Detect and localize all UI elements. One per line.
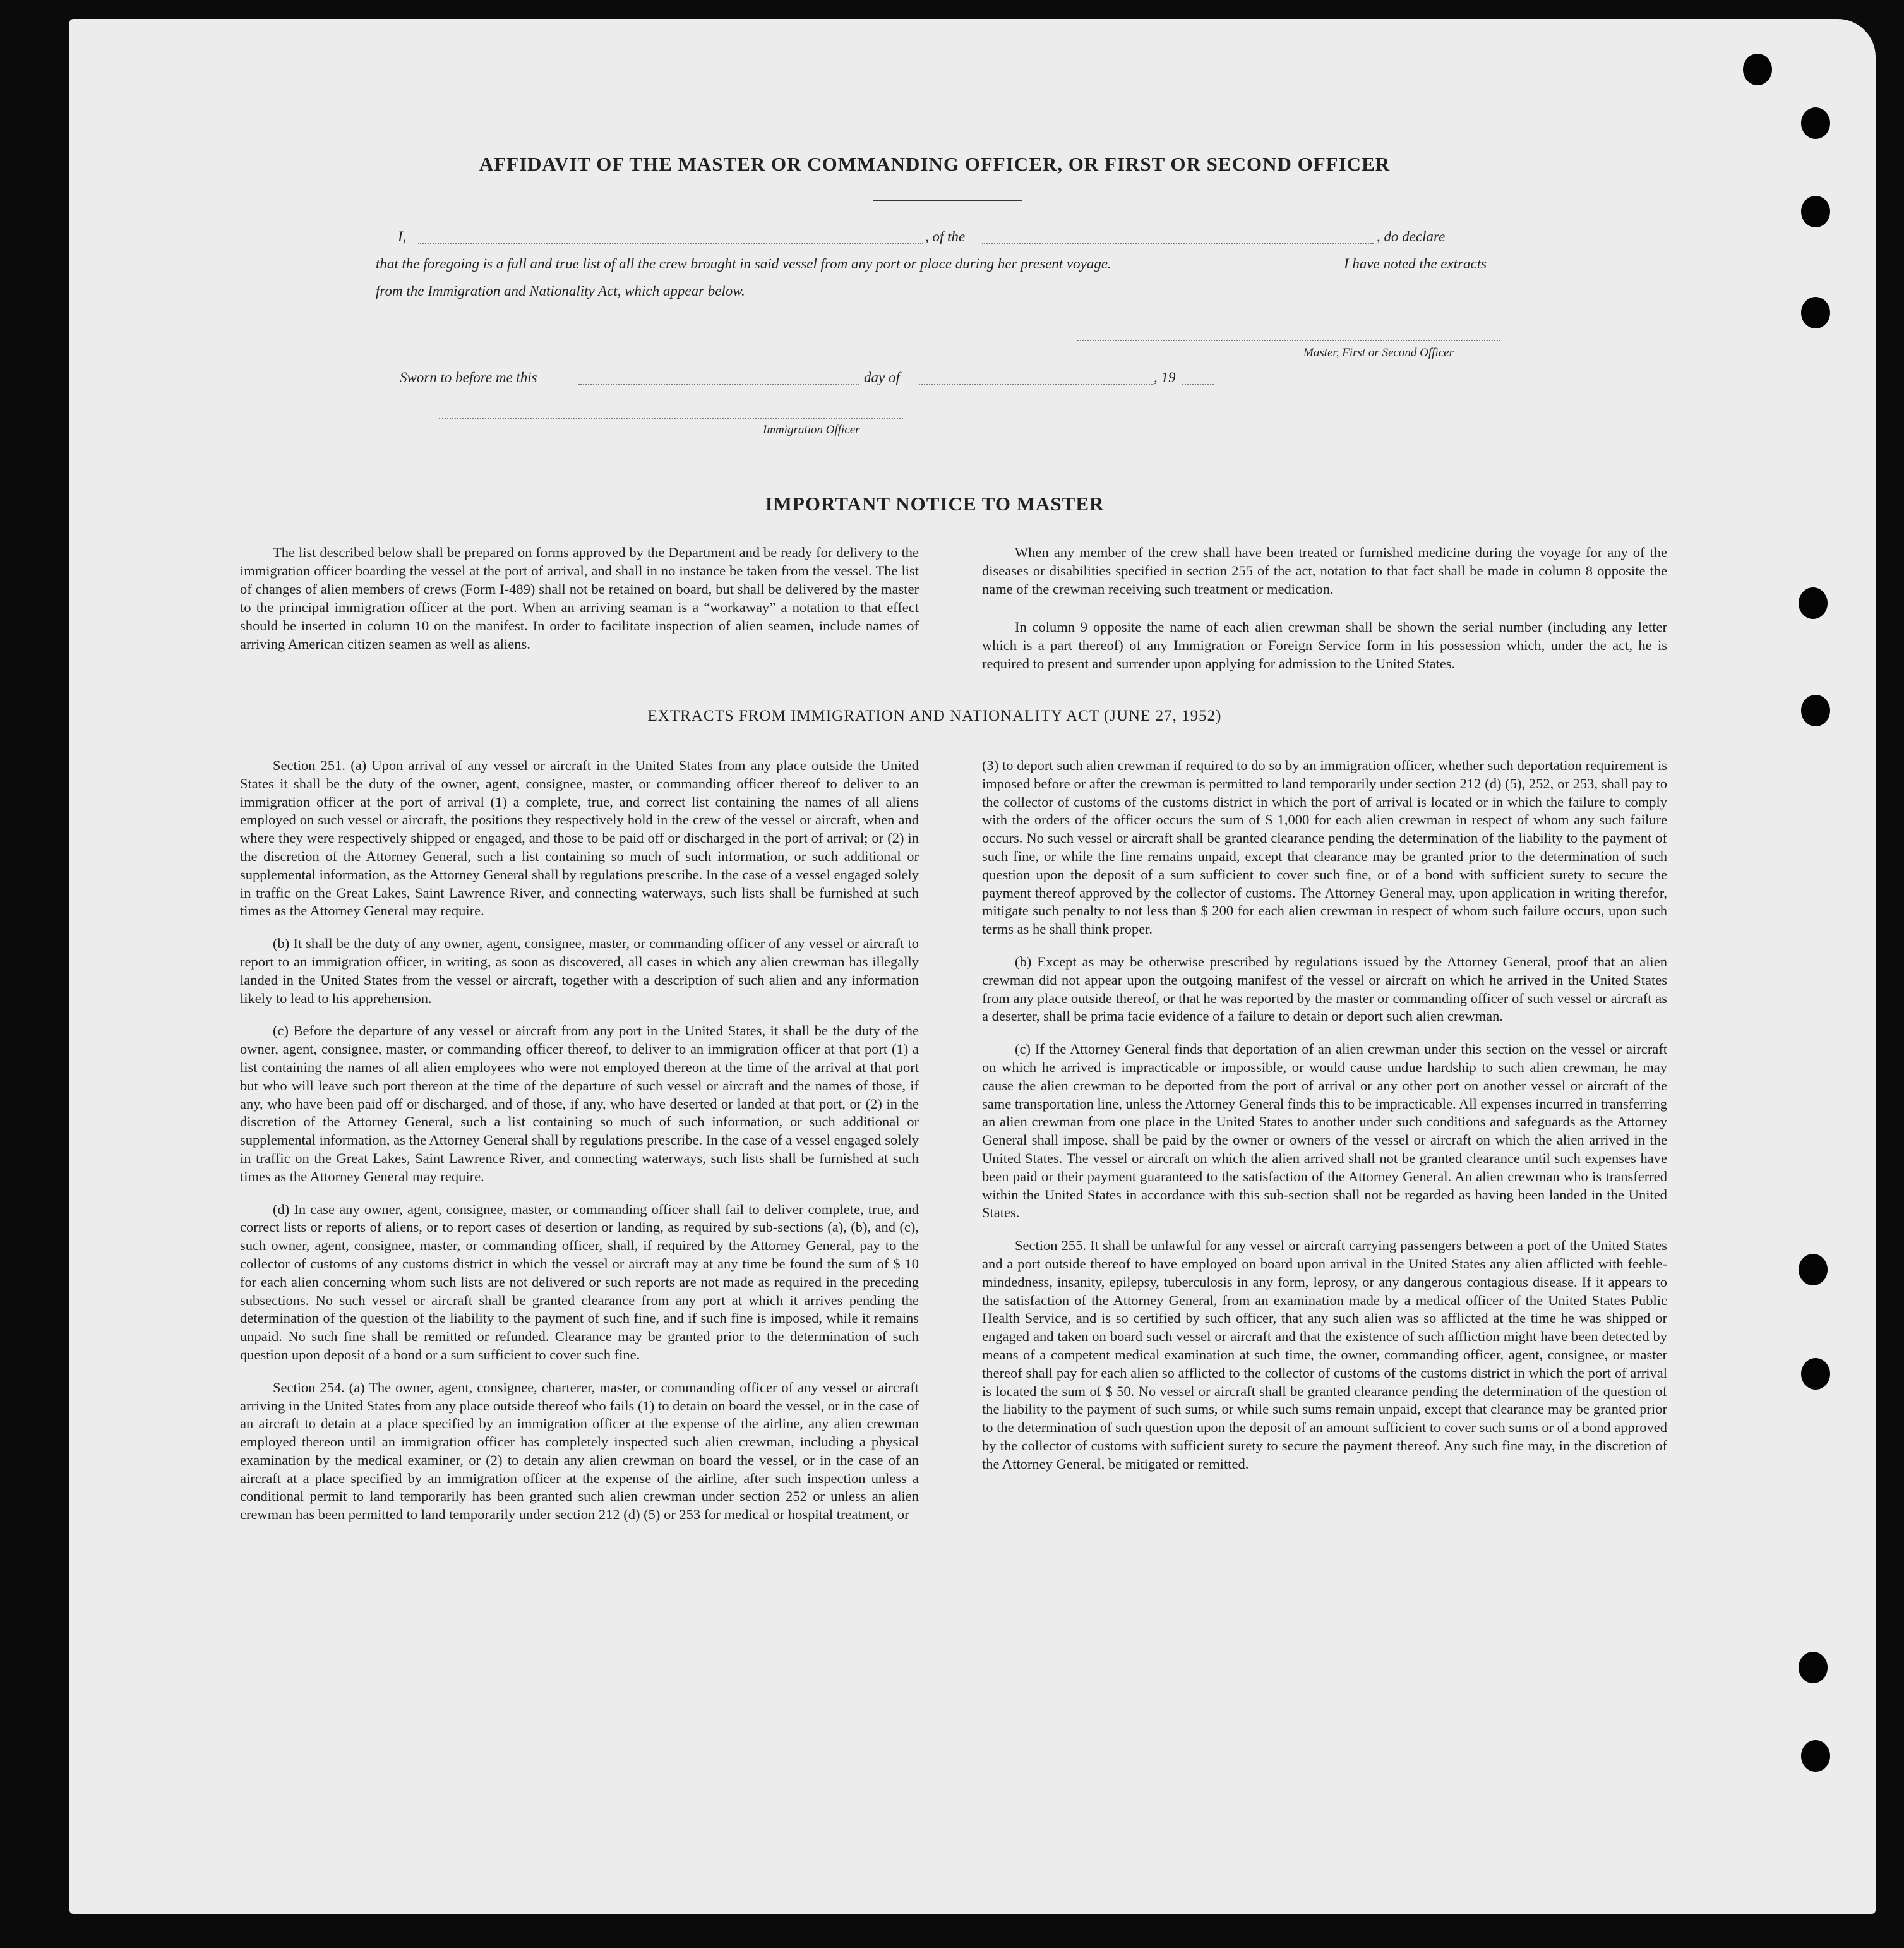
section-254a: Section 254. (a) The owner, agent, consignee, charterer, master, or commanding officer of any vessel or aircraft arriving in the United States from any place outside thereof who fails (1) to detain on board the vessel, or in the case of an aircraft to detain at a place specified by an immigration officer at the expense of the airline, any alien crewman employed thereon until an immigration officer has completely inspected such alien crewman, including a physical examination by the medical examiner, or (2) to detain any alien crewman on board the vessel, or in the case of an aircraft at a place specified by an immigration officer at the expense of the airline, after such inspection unless a conditional permit to land temporarily has been granted such alien crewman under section 252 or unless an alien crewman has been permitted to land temporarily under section 212 (d) (5) or 253 for medical or hospital treatment, or [240,1379,919,1523]
affidavit-line3: from the Immigration and Nationality Act, which appear below. [376,283,745,299]
master-signature-label: Master, First or Second Officer [1303,346,1454,359]
punch-hole [1799,1254,1828,1285]
section-254a-continued: (3) to deport such alien crewman if required to do so by an immigration officer, whether such deportation requirement is imposed before or after the crewman is permitted to land temporarily under section 212 (d) (5), 252, or 253, shall pay to the collector of customs of the customs district in which the port of arrival is located or in which the failure to comply with the orders of the officer occurs the sum of $ 1,000 for each alien crewman in respect of whom any such failure occurs. No such vessel or aircraft shall be granted clearance pending the determination of the liability to the payment of such fine, or while the fine remains unpaid, except that clearance may be granted prior to the determination of such question upon the deposit of a sum sufficient to cover such fine, or of a bond with sufficient surety to secure the payment thereof approved by the collector of customs. The Attorney General may, upon application in writing therefor, mitigate such penalty to not less than $ 200 for each alien crewman in respect of whom such failure occurs, upon such terms as he shall think proper. [982,757,1667,937]
punch-hole [1801,695,1830,726]
extracts-title: EXTRACTS FROM IMMIGRATION AND NATIONALITY ACT (JUNE 27, 1952) [647,707,1222,724]
punch-hole [1801,297,1830,328]
punch-hole [1801,1358,1830,1390]
punch-hole [1743,54,1772,85]
punch-hole [1801,107,1830,139]
punch-hole [1801,1740,1830,1772]
section-254c: (c) If the Attorney General finds that deportation of an alien crewman under this section on the vessel or aircraft on which he arrived is impracticable or impossible, or would cause undue hardship to such alien crewman, he may cause the alien crewman to be deported from the port of arrival or any other port on another vessel or aircraft of the same transportation line, unless the Attorney General finds this to be impracticable. All expenses incurred in transferring an alien crewman from one place in the United States to another under such conditions and safeguards as the Attorney General shall impose, shall be paid by the owner or owners of the vessel or aircraft on which the alien arrived in the United States. The vessel or aircraft on which the alien arrived shall not be granted clearance until such expenses have been paid or their payment guaranteed to the satisfaction of the Attorney General. An alien crewman who is transferred within the United States in accordance with this sub-section shall not be regarded as having been landed in the United States. [982,1041,1667,1221]
section-254b: (b) Except as may be otherwise prescribed by regulations issued by the Attorney General, proof that an alien crewman did not appear upon the outgoing manifest of the vessel or aircraft on which he arrived in the United States from any place outside thereof, or that he was reported by the master or commanding officer of such vessel or aircraft as a deserter, shall be prima facie evidence of a failure to detain or deport such alien crewman. [982,953,1667,1025]
sworn-day-field[interactable] [578,384,859,385]
title-rule [873,200,1022,201]
extracts-left-column [240,757,919,1539]
name-field[interactable] [418,243,923,244]
document-page [69,19,1876,1914]
sworn-month-field[interactable] [919,384,1153,385]
year-label: , 19 [1154,370,1176,385]
vessel-field[interactable] [982,243,1374,244]
notice-title: IMPORTANT NOTICE TO MASTER [765,493,1105,515]
affidavit-i: I, [398,229,407,244]
section-251c: (c) Before the departure of any vessel or aircraft from any port in the United States, it shall be the duty of the owner, agent, consignee, master, or commanding officer thereof, to deliver to an immigration officer at that port (1) a list containing the names of all alien employees who were not employed thereon at the time of the arrival at that port but who will leave such port thereon at the time of the departure of such vessel or aircraft and the names of those, if any, who have been paid off or discharged, and of those, if any, who have deserted or landed at that port, or (2) in the discretion of the Attorney General, such a list containing so much of such information, or such additional or supplemental information, as the Attorney General shall by regulations prescribe. In the case of a vessel engaged solely in traffic on the Great Lakes, Saint Lawrence River, and connecting waterways, such lists shall be furnished at such times as the Attorney General may require. [240,1023,919,1184]
officer-signature-field[interactable] [439,418,903,419]
day-of-label: day of [864,370,900,385]
extracts-right-column [982,757,1667,1488]
notice-right-paragraph-1: When any member of the crew shall have been treated or furnished medicine during the voyage for any of the diseases or disabilities specified in section 255 of the act, notation to that fact shall be made in column 8 opposite the name of the crewman receiving such treatment or medication. [982,544,1667,597]
section-251d: (d) In case any owner, agent, consignee, master, or commanding officer shall fail to deliver complete, true, and correct lists or reports of aliens, or to report cases of desertion or landing, as required by sub-sections (a), (b), and (c), such owner, agent, consignee, master, or commanding officer, shall, if required by the Attorney General, pay to the collector of customs of any customs district in which the vessel or aircraft may at any time be found the sum of $ 10 for each alien concerning whom such lists are not delivered or such reports are not made as required in the preceding subsections. No such vessel or aircraft shall be granted clearance from any port at which it arrives pending the determination of the question of the liability to the payment of such fine, and if such fine is imposed, while it remains unpaid. No such fine shall be remitted or refunded. Clearance may be granted prior to the determination of such question upon deposit of a bond or a sum sufficient to cover such fine. [240,1201,919,1362]
affidavit-line2-right: I have noted the extracts [1344,256,1487,272]
affidavit-declare: , do declare [1377,229,1446,244]
notice-right-paragraph-2: In column 9 opposite the name of each alien crewman shall be shown the serial number (including any letter which is a part thereof) of any Immigration or Foreign Service form in his possession which, under the act, he is required to present and surrender upon applying for admission to the United States. [982,619,1667,671]
sworn-label: Sworn to before me this [400,370,537,385]
section-251b: (b) It shall be the duty of any owner, agent, consignee, master, or commanding officer of any vessel or aircraft to report to an immigration officer, in writing, as soon as discovered, all cases in which any alien crewman has illegally landed in the United States from the vessel or aircraft, together with a description of such alien and any information likely to lead to his apprehension. [240,935,919,1006]
section-255: Section 255. It shall be unlawful for any vessel or aircraft carrying passengers between a port of the United States and a port outside thereof to have employed on board upon arrival in the United States any alien afflicted with feeble-mindedness, insanity, epilepsy, tuberculosis in any form, leprosy, or any dangerous contagious disease. If it appears to the satisfaction of the Attorney General, from an examination made by a medical officer of the United States Public Health Service, and is so certified by such officer, that any such alien was so afflicted at the time he was shipped or engaged and taken on board such vessel or aircraft and that the existence of such affliction might have been detected by means of a competent medical examination at such time, the owner, commanding officer, agent, consignee, or master thereof shall pay for each alien so afflicted to the collector of customs of the customs district in which the port of arrival is located the sum of $ 50. No vessel or aircraft shall be granted clearance pending the determination of the question of the liability to the payment of such sums, or while such sums remain unpaid, except that clearance may be granted prior to the determination of such question upon the deposit of an amount sufficient to cover such sums or of a bond approved by the collector of customs with sufficient surety to secure the payment thereof. Any such fine may, in the discretion of the Attorney General, be mitigated or remitted. [982,1237,1667,1472]
punch-hole [1799,587,1828,619]
section-251a: Section 251. (a) Upon arrival of any vessel or aircraft in the United States from any place outside the United States it shall be the duty of the owner, agent, consignee, master, or commanding officer thereof to deliver to an immigration officer at the port of arrival (1) a complete, true, and correct list containing the names of all aliens employed on such vessel or aircraft, the positions they respectively hold in the crew of the vessel or aircraft, when and where they were respectively shipped or engaged, and those to be paid off or discharged in the port of arrival; or (2) in the discretion of the Attorney General, such a list containing so much of such information, or such additional or supplemental information, as the Attorney General shall by regulations prescribe. In the case of a vessel engaged solely in traffic on the Great Lakes, Saint Lawrence River, and connecting waterways, such lists shall be furnished at such times as the Attorney General may require. [240,757,919,919]
officer-signature-label: Immigration Officer [763,423,860,436]
master-signature-field[interactable] [1077,340,1500,341]
affidavit-title: AFFIDAVIT OF THE MASTER OR COMMANDING OFFICER, OR FIRST OR SECOND OFFICER [479,153,1391,175]
notice-left-paragraph: The list described below shall be prepared on forms approved by the Department and be ready for delivery to the immigration officer boarding the vessel at the port of arrival, and shall in no instance be taken from the vessel. The list of changes of alien members of crews (Form I-489) shall not be retained on board, but shall be delivered by the master to the principal immigration officer at the port. When an arriving seaman is a “workaway” a notation to that effect should be inserted in column 10 on the manifest. In order to facilitate inspection of alien seamen, include names of arriving American citizen seamen as well as aliens. [240,544,919,652]
affidavit-of-the: , of the [925,229,966,244]
punch-hole [1801,196,1830,227]
affidavit-line2: that the foregoing is a full and true list of all the crew brought in said vessel from any port or place during her present voyage. [376,256,1111,272]
punch-hole [1799,1652,1828,1683]
sworn-year-field[interactable] [1182,384,1214,385]
